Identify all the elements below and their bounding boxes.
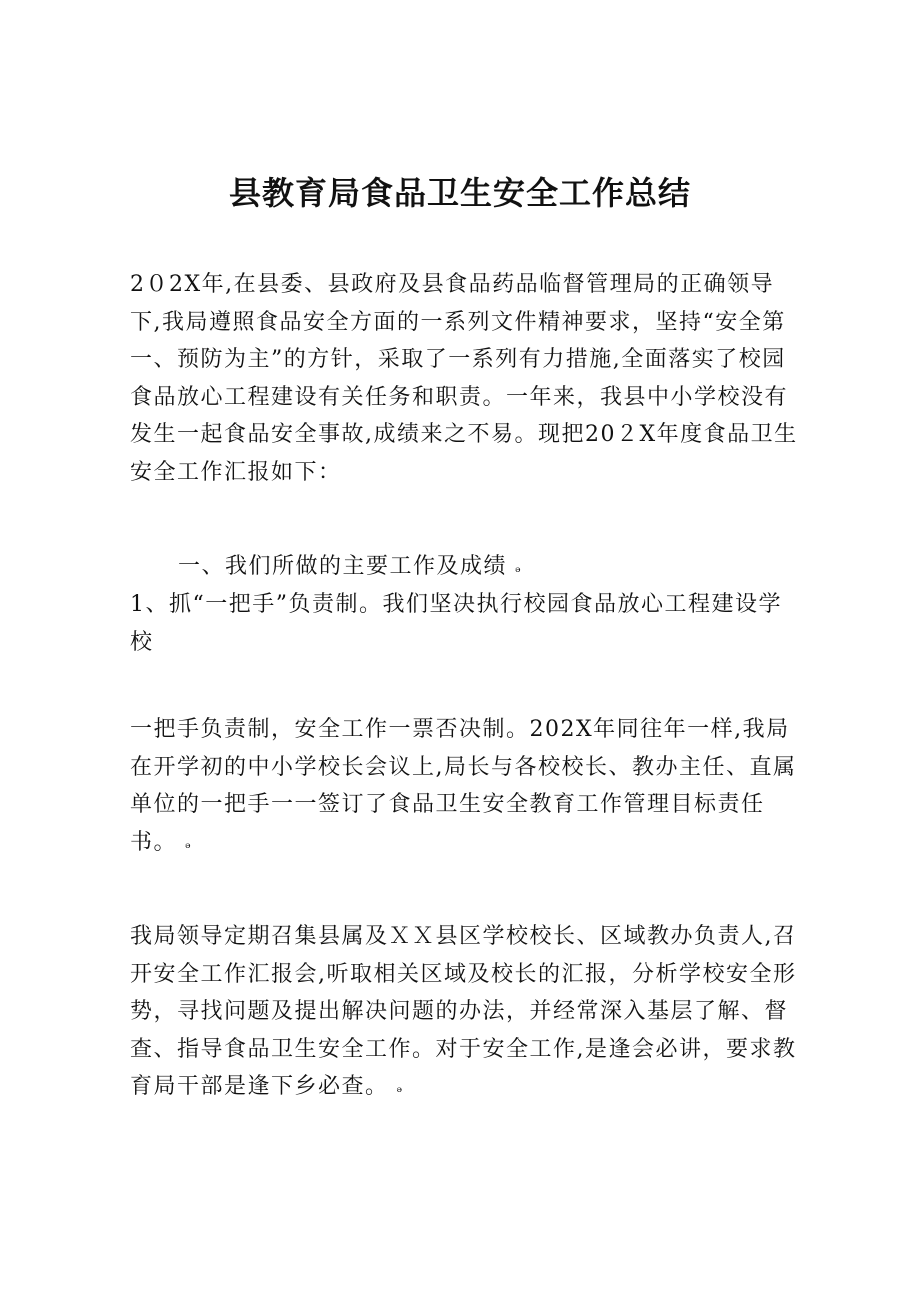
item-paragraph [130,586,800,661]
item-continuation-text: 一把手负责制，安全工作一票否决制。202X年同往年一样,我局在开学初的中小学校长会议上,局长与各校校长、教办主任、直属单位的一把手一一签订了食品卫生安全教育工作管理目标责任书。 [130,717,797,855]
section-heading [178,548,798,587]
document-title: 县教育局食品卫生安全工作总结 [228,174,691,212]
paragraph-mark-icon: ₔ [515,558,523,576]
leadership-paragraph [130,918,800,1107]
leadership-text: 我局领导定期召集县属及ＸＸ县区学校校长、区域教办负责人,召开安全工作汇报会,听取相关区域及校长的汇报，分析学校安全形势，寻找问题及提出解决问题的办法，并经常深入基层了解、督查、指导食品卫生安全工作。对于安全工作,是逢会必讲，要求教育局干部是逢下乡必查。 [130,924,797,1099]
paragraph-mark-icon: ₔ [185,833,193,852]
intro-paragraph [130,266,800,491]
item-continuation-paragraph [130,711,800,862]
section-heading-text: 一、我们所做的主要工作及成绩 [178,554,508,579]
item-text: 1、抓“一把手”负责制。我们坚决执行校园食品放心工程建设学校 [130,592,782,655]
intro-text: 2０2X年,在县委、县政府及县食品药品临督管理局的正确领导下,我局遵照食品安全方面的一系列文件精神要求，坚持“安全第一、预防为主”的方针，采取了一系列有力措施,全面落实了校园食品放心工程建设有关任务和职责。一年来，我县中小学校没有发生一起食品安全事故,成绩来之不易。现把20２X年度食品卫生安全工作汇报如下： [130,272,798,485]
paragraph-mark-icon: ₔ [396,1078,404,1096]
